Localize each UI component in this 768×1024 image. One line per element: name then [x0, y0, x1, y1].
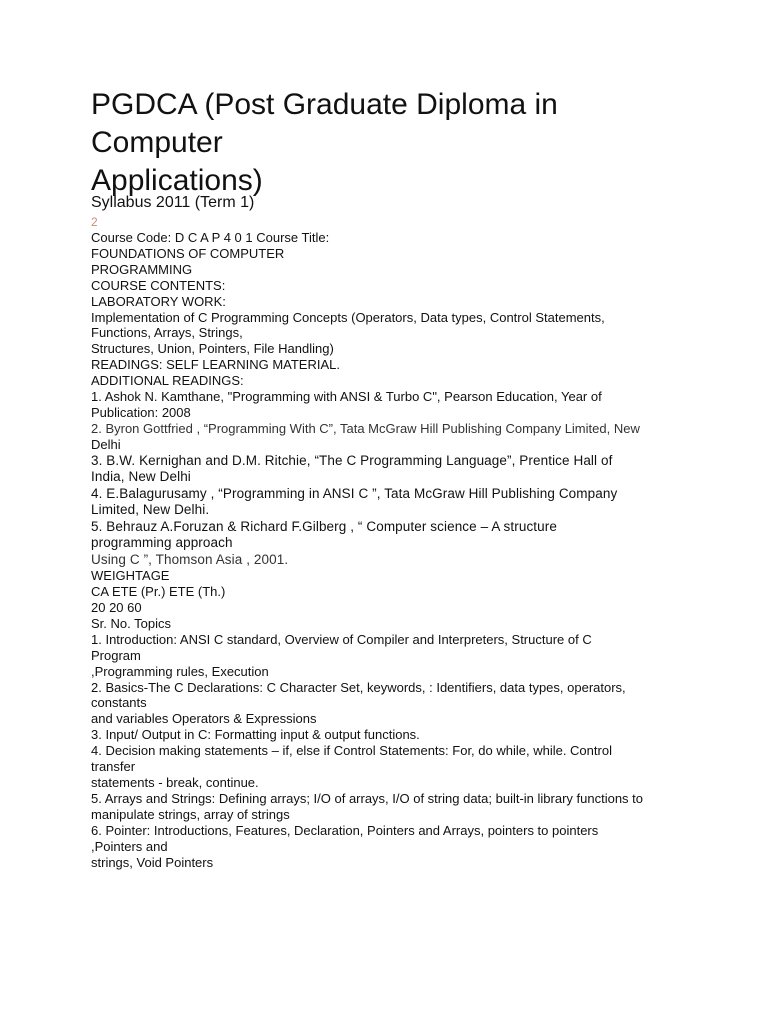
text-line: Using C ”, Thomson Asia , 2001.	[91, 551, 289, 567]
text-line: programming approach	[91, 535, 233, 551]
text-line: Limited, New Delhi.	[91, 502, 210, 518]
text-line: 1. Introduction: ANSI C standard, Overview of Compiler and Interpreters, Structure of C	[91, 631, 592, 647]
text-line: LABORATORY WORK:	[91, 293, 226, 309]
text-line: and variables Operators & Expressions	[91, 711, 317, 727]
text-line: Publication: 2008	[91, 404, 191, 420]
text-line: Course Code: D C A P 4 0 1 Course Title:	[91, 230, 330, 245]
text-line: 4. E.Balagurusamy , “Programming in ANSI C ”, Tata McGraw Hill Publishing Company	[91, 485, 618, 501]
text-line: 20 20 60	[91, 600, 142, 615]
text-line: 3. Input/ Output in C: Formatting input & output functions.	[91, 727, 420, 743]
syllabus-subtitle: Syllabus 2011 (Term 1)	[91, 194, 255, 211]
text-line: ADDITIONAL READINGS:	[91, 373, 244, 389]
page-number: 2	[91, 215, 98, 229]
text-line: India, New Delhi	[91, 469, 191, 485]
title-line: Applications)	[91, 164, 263, 197]
text-line: WEIGHTAGE	[91, 568, 170, 584]
text-line: constants	[91, 695, 147, 711]
text-line: READINGS: SELF LEARNING MATERIAL.	[91, 357, 340, 373]
text-line: 1. Ashok N. Kamthane, "Programming with ANSI & Turbo C", Pearson Education, Year of	[91, 389, 602, 405]
text-line: strings, Void Pointers	[91, 854, 214, 870]
text-line: PROGRAMMING	[91, 261, 193, 277]
text-line: 5. Arrays and Strings: Defining arrays; I/O of arrays, I/O of string data; built-in library functions to	[91, 790, 644, 806]
title-line: Computer	[91, 126, 223, 159]
text-line: ,Pointers and	[91, 838, 168, 854]
text-line: 5. Behrauz A.Foruzan & Richard F.Gilberg , “ Computer science – A structure	[91, 518, 557, 534]
text-line: Structures, Union, Pointers, File Handling)	[91, 341, 334, 357]
syllabus-body	[91, 230, 691, 870]
text-line: 2. Byron Gottfried , “Programming With C”, Tata McGraw Hill Publishing Company Limited, New	[91, 420, 640, 436]
text-line: 3. B.W. Kernighan and D.M. Ritchie, “The C Programming Language”, Prentice Hall of	[91, 452, 613, 468]
text-line: manipulate strings, array of strings	[91, 806, 290, 822]
text-line: 6. Pointer: Introductions, Features, Declaration, Pointers and Arrays, pointers to pointers	[91, 822, 599, 838]
text-line: FOUNDATIONS OF COMPUTER	[91, 245, 285, 261]
text-line: Implementation of C Programming Concepts (Operators, Data types, Control Statements,	[91, 309, 605, 325]
text-line: Program	[91, 647, 141, 663]
text-line: statements - break, continue.	[91, 774, 259, 790]
text-line: CA ETE (Pr.) ETE (Th.)	[91, 584, 226, 600]
text-line: 4. Decision making statements – if, else if Control Statements: For, do while, while. Control	[91, 743, 612, 759]
text-line: ,Programming rules, Execution	[91, 663, 269, 679]
text-line: transfer	[91, 759, 136, 775]
text-line: Functions, Arrays, Strings,	[91, 325, 243, 341]
document-title	[91, 86, 691, 200]
text-line: COURSE CONTENTS:	[91, 277, 226, 293]
text-line: Sr. No. Topics	[91, 615, 171, 631]
text-line: Delhi	[91, 436, 121, 452]
title-line: PGDCA (Post Graduate Diploma in	[91, 88, 558, 121]
text-line: 2. Basics-The C Declarations: C Character Set, keywords, : Identifiers, data types, operators,	[91, 679, 626, 695]
